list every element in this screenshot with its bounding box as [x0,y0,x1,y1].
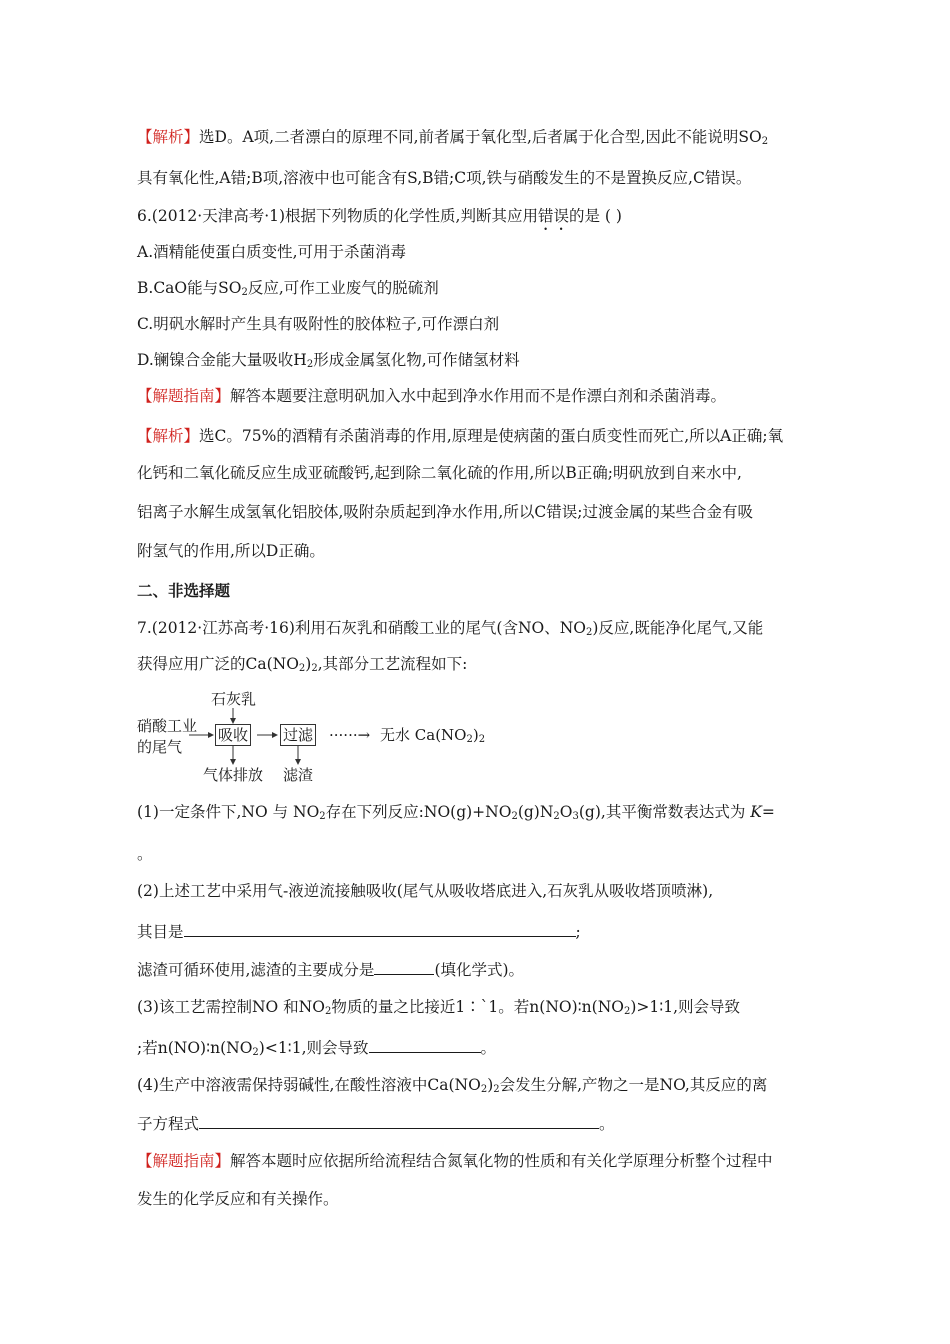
answer-blank [374,958,434,975]
subquestion-1-end: 。 [137,845,153,863]
answer-blank [369,1036,481,1053]
analysis-line: 具有氧化性,A错;B项,溶液中也可能含有S,B错;C项,铁与硝酸发生的不是置换反应,C错误。 [137,169,752,187]
analysis-line: 附氢气的作用,所以D正确。 [137,542,325,560]
answer-blank [184,920,576,937]
subquestion-4-equation: 子方程式 。 [137,1112,615,1135]
flow-dotted-arrow: ······→ [329,726,371,744]
flow-output-gas: 气体排放 [203,766,264,784]
guide-line: 【解题指南】解答本题要注意明矾加入水中起到净水作用而不是作漂白剂和杀菌消毒。 [137,387,727,405]
question-7-stem: 获得应用广泛的$Ca(NO_2)_2$,其部分工艺流程如下: [137,655,468,674]
analysis-tag: 【解析】 [137,128,200,146]
subquestion-2-residue: 滤渣可循环使用,滤渣的主要成分是 (填化学式)。 [137,958,524,981]
flow-input-gas: 的尾气 [137,738,183,756]
option-a: A.酒精能使蛋白质变性,可用于杀菌消毒 [137,243,407,261]
analysis-line: 【解析】选C。75%的酒精有杀菌消毒的作用,原理是使病菌的蛋白质变性而死亡,所以A正确;氧 [137,427,784,445]
flow-input-lime: 石灰乳 [211,690,257,708]
subquestion-3: (3)该工艺需控制NO 和$NO_2$物质的量之比接近1∶`1。若$n(NO)∶n(NO_2)>1∶1$,则会导致 [137,998,741,1017]
analysis-line: 【解析】选D。A项,二者漂白的原理不同,前者属于氧化型,后者属于化合型,因此不能说明$SO_2$ [137,128,769,147]
flow-input-gas: 硝酸工业 [137,717,198,735]
option-b: B.CaO能与$SO_2$反应,可作工业废气的脱硫剂 [137,279,439,298]
subquestion-3: ;若$n(NO)∶n(NO_2)<1∶1$,则会导致 。 [137,1036,496,1059]
subquestion-1: (1)一定条件下,NO 与 $NO_2$存在下列反应$:NO(g)+NO_2(g)N_2O_3(g)$,其平衡常数表达式为 K= [137,803,775,822]
flow-product: 无水 $Ca(NO_2)_2$ [380,726,486,745]
analysis-line: 铝离子水解生成氢氧化铝胶体,吸附杂质起到净水作用,所以C错误;过渡金属的某些合金有吸 [137,503,753,521]
guide-line: 【解题指南】解答本题时应依据所给流程结合氮氧化物的性质和有关化学原理分析整个过程中 [137,1152,773,1170]
flow-output-residue: 滤渣 [283,766,314,784]
flow-box-filter: 过滤 [280,724,316,746]
analysis-tag: 【解析】 [137,427,200,445]
analysis-line: 化钙和二氧化硫反应生成亚硫酸钙,起到除二氧化硫的作用,所以B正确;明矾放到自来水中, [137,464,742,482]
section-heading: 二、非选择题 [137,581,231,600]
guide-line: 发生的化学反应和有关操作。 [137,1190,339,1208]
subquestion-2-purpose: 其目是 ; [137,920,581,943]
subquestion-4: (4)生产中溶液需保持弱碱性,在酸性溶液中$Ca(NO_2)_2$会发生分解,产物之一是NO,其反应的离 [137,1076,768,1095]
option-c: C.明矾水解时产生具有吸附性的胶体粒子,可作漂白剂 [137,315,500,333]
subquestion-2: (2)上述工艺中采用气-液逆流接触吸收(尾气从吸收塔底进入,石灰乳从吸收塔顶喷淋), [137,882,714,900]
guide-tag: 【解题指南】 [137,387,231,405]
option-d: D.镧镍合金能大量吸收$H_2$形成金属氢化物,可作储氢材料 [137,351,520,370]
process-flow-diagram [137,688,537,788]
emphasis-text: 错误 [537,207,569,225]
guide-tag: 【解题指南】 [137,1152,231,1170]
answer-blank [199,1112,599,1129]
flow-box-absorb: 吸收 [215,724,251,746]
question-7-stem: 7.(2012·江苏高考·16)利用石灰乳和硝酸工业的尾气(含NO、$NO_2$)反应,既能净化尾气,又能 [137,619,764,638]
question-6-stem: 6.(2012·天津高考·1)根据下列物质的化学性质,判断其应用错误的是 ( ) [137,207,622,225]
